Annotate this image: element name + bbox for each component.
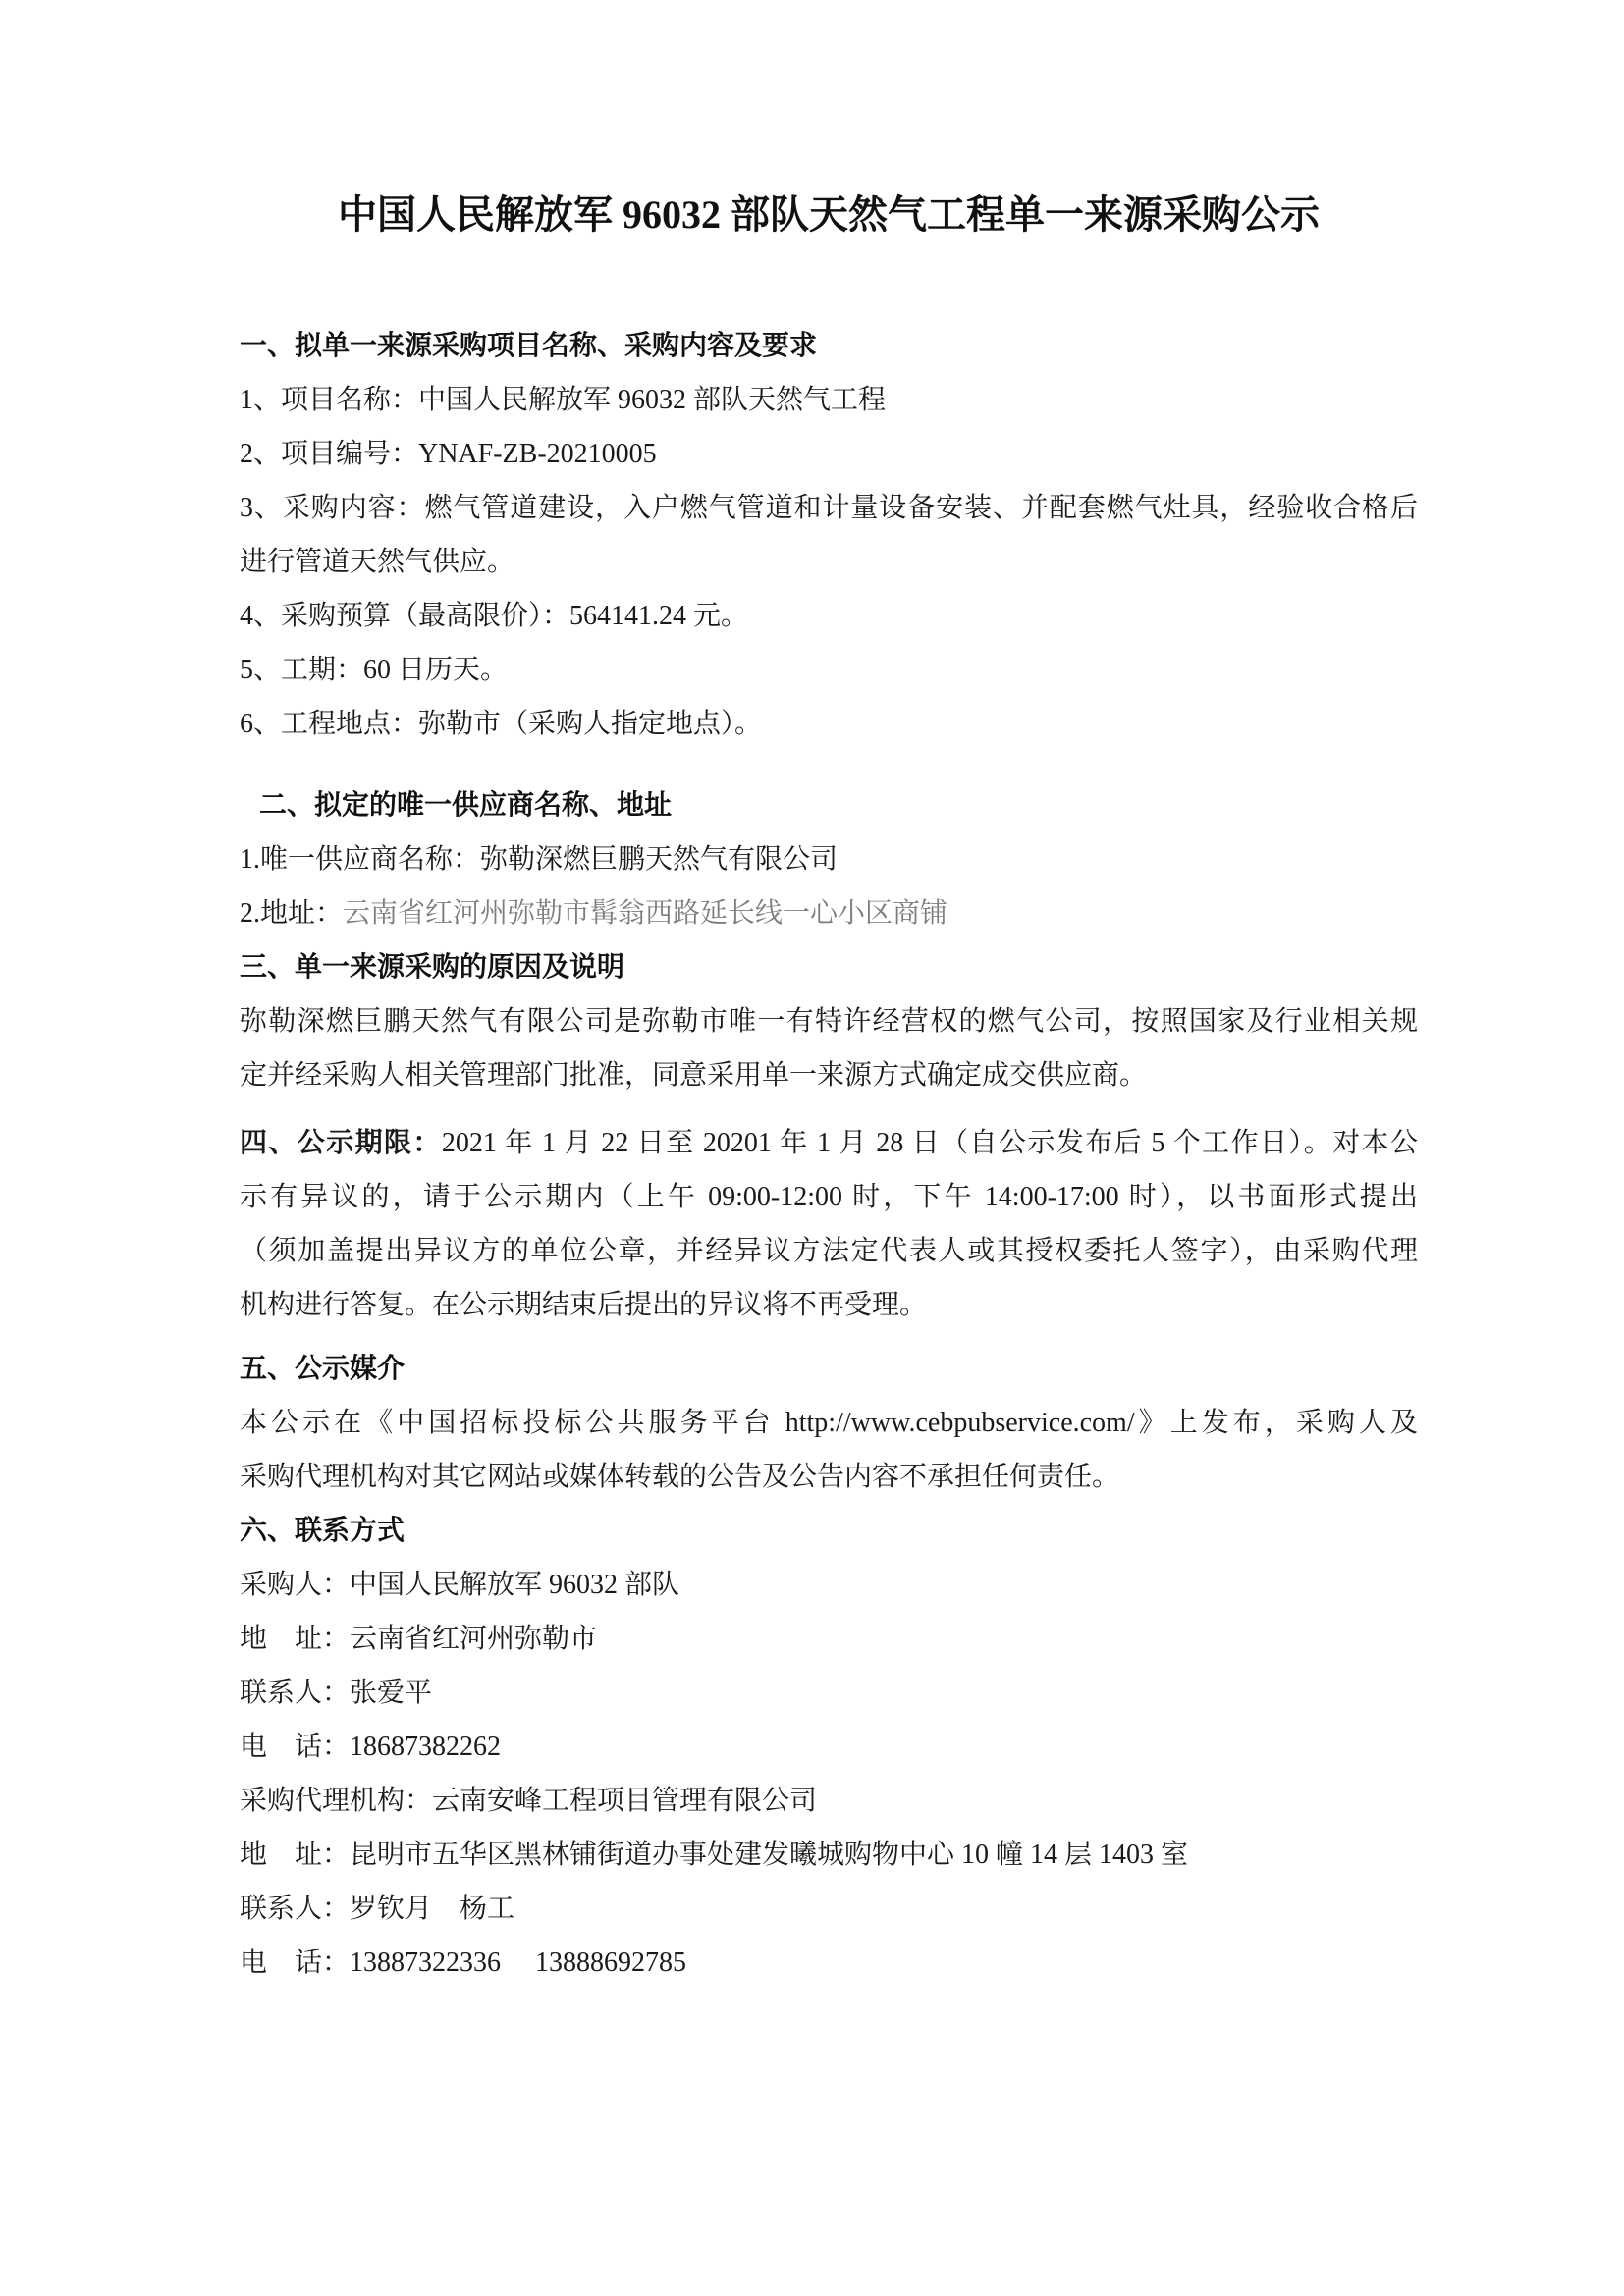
purchaser-phone-line: 电 话：18687382262	[240, 1732, 502, 1762]
supplier-address-label: 2.地址：	[240, 898, 344, 929]
agency-address-line: 地 址：昆明市五华区黑林铺街道办事处建发曦城购物中心 10 幢 14 层 1403 室	[240, 1840, 1189, 1870]
location-line: 6、工程地点：弥勒市（采购人指定地点）。	[240, 709, 763, 739]
section2-heading: 二、拟定的唯一供应商名称、地址	[259, 790, 673, 821]
supplier-address-value: 云南省红河州弥勒市髯翁西路延长线一心小区商铺	[343, 898, 948, 929]
section5-heading: 五、公示媒介	[240, 1354, 406, 1384]
section3-heading: 三、单一来源采购的原因及说明	[240, 952, 625, 983]
media-line2: 采购代理机构对其它网站或媒体转载的公告及公告内容不承担任何责任。	[240, 1462, 1120, 1492]
sole-supplier-line: 1.唯一供应商名称：弥勒深燃巨鹏天然气有限公司	[240, 844, 839, 875]
section1-heading: 一、拟单一来源采购项目名称、采购内容及要求	[240, 331, 818, 361]
media-line1: 本公示在《中国招标投标公共服务平台 http://www.cebpubservice.com/》上发布，采购人及	[240, 1408, 1418, 1438]
publicity-period-dates: 2021 年 1 月 22 日至 20201 年 1 月 28 日（自公示发布后 5 个工作日）。对本公	[441, 1128, 1418, 1158]
publicity-period-line3: （须加盖提出异议方的单位公章，并经异议方法定代表人或其授权委托人签字），由采购代理	[240, 1236, 1418, 1266]
reason-line2: 定并经采购人相关管理部门批准，同意采用单一来源方式确定成交供应商。	[240, 1060, 1148, 1091]
publicity-period-line2: 示有异议的，请于公示期内（上午 09:00-12:00 时，下午 14:00-17:00 时），以书面形式提出	[240, 1182, 1418, 1212]
supplier-address-line	[240, 886, 1418, 940]
section4-heading-inline: 四、公示期限：	[240, 1128, 442, 1158]
document-content	[240, 191, 1418, 1990]
procurement-content-line2: 进行管道天然气供应。	[240, 547, 515, 577]
budget-line: 4、采购预算（最高限价）：564141.24 元。	[240, 601, 749, 631]
agency-contact-line: 联系人：罗钦月 杨工	[240, 1894, 515, 1924]
purchaser-address-line: 地 址：云南省红河州弥勒市	[240, 1624, 598, 1654]
publicity-period-line1	[240, 1116, 1418, 1170]
agency-phone-line: 电 话：13887322336 13888692785	[240, 1948, 687, 1978]
reason-line1: 弥勒深燃巨鹏天然气有限公司是弥勒市唯一有特许经营权的燃气公司，按照国家及行业相关规	[240, 1006, 1418, 1037]
section6-heading: 六、联系方式	[240, 1516, 406, 1546]
purchaser-contact-line: 联系人：张爱平	[240, 1678, 433, 1708]
procurement-content-line1: 3、采购内容：燃气管道建设，入户燃气管道和计量设备安装、并配套燃气灶具，经验收合格后	[240, 493, 1418, 523]
project-number-line: 2、项目编号：YNAF-ZB-20210005	[240, 439, 657, 469]
agency-name-line: 采购代理机构：云南安峰工程项目管理有限公司	[240, 1786, 818, 1816]
document-title: 中国人民解放军 96032 部队天然气工程单一来源采购公示	[338, 192, 1320, 237]
purchaser-name-line: 采购人：中国人民解放军 96032 部队	[240, 1570, 680, 1600]
duration-line: 5、工期：60 日历天。	[240, 655, 509, 685]
publicity-period-line4: 机构进行答复。在公示期结束后提出的异议将不再受理。	[240, 1290, 928, 1320]
project-name-line: 1、项目名称：中国人民解放军 96032 部队天然气工程	[240, 385, 887, 415]
